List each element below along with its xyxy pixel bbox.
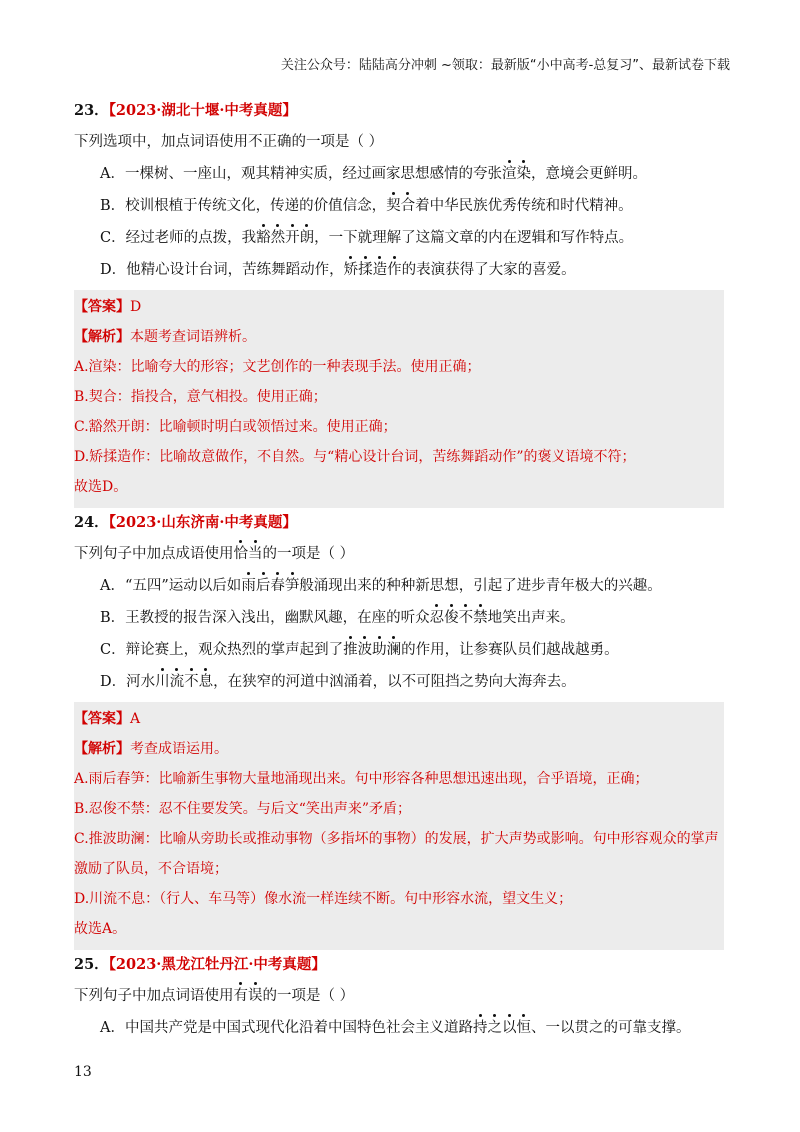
analysis-line: 故选D。 (74, 479, 128, 495)
emphasis-char: 雨 (241, 570, 256, 602)
emphasis-char: 开 (285, 222, 300, 254)
emphasized-word (473, 1020, 531, 1036)
option-d: D．河水川流不息，在狭窄的河道中汹涌着，以不可阻挡之势向大海奔去。 (74, 666, 724, 698)
emphasis-char: 朗 (300, 222, 315, 254)
option-a: A．中国共产党是中国式现代化沿着中国特色社会主义道路持之以恒、一以贯之的可靠支撑。 (74, 1012, 724, 1044)
emphasis-char: 豁 (256, 222, 271, 254)
emphasized-word (256, 230, 314, 246)
emphasized-word (430, 610, 488, 626)
emphasis-char: 川 (155, 666, 170, 698)
emphasis-char: 矫 (344, 254, 359, 286)
emphasis-char: 助 (372, 634, 387, 666)
emphasis-char: 然 (271, 222, 286, 254)
question-source: 【2023·黑龙江牡丹江·中考真题】 (108, 956, 326, 973)
answer-block (74, 702, 724, 950)
answer-line: 【答案】A (74, 711, 141, 727)
question-number: 23． (74, 102, 109, 119)
emphasis-char: 以 (502, 1012, 517, 1044)
document-body (74, 96, 724, 1044)
emphasis-char: 造 (373, 254, 388, 286)
emphasis-char: 波 (358, 634, 373, 666)
emphasis-char: 推 (343, 634, 358, 666)
option-a: A．“五四”运动以后如雨后春笋般涌现出来的种种新思想，引起了进步青年极大的兴趣。 (74, 570, 724, 602)
question-source: 【2023·湖北十堰·中考真题】 (108, 102, 297, 119)
emphasis-char: 息 (199, 666, 214, 698)
emphasized-word (386, 198, 415, 214)
option-a: A．一棵树、一座山，观其精神实质，经过画家思想感情的夸张渲染，意境会更鲜明。 (74, 158, 724, 190)
question-number: 24． (74, 514, 109, 531)
emphasized-word (502, 166, 531, 182)
answer-block (74, 290, 724, 508)
emphasis-char: 合 (401, 190, 416, 222)
emphasized-word (241, 578, 299, 594)
question-source: 【2023·山东济南·中考真题】 (108, 514, 297, 531)
emphasis-char: 渲 (502, 158, 517, 190)
option-c: C．经过老师的点拨，我豁然开朗，一下就理解了这篇文章的内在逻辑和写作特点。 (74, 222, 724, 254)
question-23-title (74, 96, 724, 126)
emphasis-char: 笋 (285, 570, 300, 602)
question-stem: 下列句子中加点词语使用有误的一项是（ ） (74, 980, 724, 1012)
emphasis-char: 俊 (444, 602, 459, 634)
page-number: 13 (74, 1064, 92, 1080)
page-header: 关注公众号：陆陆高分冲刺 ~领取：最新版“小中高考-总复习”、最新试卷下载 (280, 58, 730, 73)
analysis-line: 故选A。 (74, 921, 127, 937)
question-number: 25． (74, 956, 109, 973)
emphasis-char: 不 (184, 666, 199, 698)
emphasis-char: 春 (270, 570, 285, 602)
question-stem: 下列选项中，加点词语使用不正确的一项是（ ） (74, 134, 384, 150)
option-c: C．辩论赛上，观众热烈的掌声起到了推波助澜的作用，让参赛队员们越战越勇。 (74, 634, 724, 666)
emphasis-char: 揉 (358, 254, 373, 286)
emphasis-char: 流 (170, 666, 185, 698)
question-stem: 下列句子中加点成语使用恰当的一项是（ ） (74, 538, 724, 570)
option-b: B．校训根植于传统文化，传递的价值信念，契合着中华民族优秀传统和时代精神。 (74, 190, 724, 222)
emphasis-char: 作 (387, 254, 402, 286)
analysis-line: D.矫揉造作：比喻故意做作，不自然。与“精心设计台词，苦练舞蹈动作”的褒义语境不符； (74, 449, 636, 465)
emphasis-char: 持 (473, 1012, 488, 1044)
emphasized-word (344, 262, 402, 278)
option-b: B．王教授的报告深入浅出，幽默风趣，在座的听众忍俊不禁地笑出声来。 (74, 602, 724, 634)
answer-line: 【答案】D (74, 299, 142, 315)
emphasis-char: 禁 (473, 602, 488, 634)
question-25-title (74, 950, 724, 980)
emphasis-char: 澜 (387, 634, 402, 666)
emphasized-word (234, 988, 263, 1004)
emphasis-char: 契 (386, 190, 401, 222)
emphasis-char: 误 (248, 980, 263, 1012)
question-24-title (74, 508, 724, 538)
analysis-line: C.推波助澜：比喻从旁助长或推动事物（多指坏的事物）的发展，扩大声势或影响。句中形容观众的掌声激励了队员，不合语境； (74, 831, 719, 877)
analysis-line: B.忍俊不禁：忍不住要发笑。与后文“笑出声来”矛盾； (74, 801, 412, 817)
analysis-line: 【解析】本题考查词语辨析。 (74, 329, 256, 345)
emphasis-char: 后 (256, 570, 271, 602)
emphasized-word (343, 642, 401, 658)
emphasized-word (155, 674, 213, 690)
analysis-line: 【解析】考查成语运用。 (74, 741, 228, 757)
analysis-line: C.豁然开朗：比喻顿时明白或领悟过来。使用正确； (74, 419, 397, 435)
emphasis-char: 当 (248, 538, 263, 570)
analysis-line: A.渲染：比喻夸大的形容；文艺创作的一种表现手法。使用正确； (74, 359, 481, 375)
emphasis-char: 之 (487, 1012, 502, 1044)
analysis-line: D.川流不息：（行人、车马等）像水流一样连续不断。句中形容水流，望文生义； (74, 891, 573, 907)
emphasis-char: 恒 (516, 1012, 531, 1044)
emphasis-char: 忍 (430, 602, 445, 634)
emphasis-char: 恰 (234, 538, 249, 570)
analysis-line: A.雨后春笋：比喻新生事物大量地涌现出来。句中形容各种思想迅速出现，合乎语境，正确； (74, 771, 649, 787)
analysis-line: B.契合：指投合，意气相投。使用正确； (74, 389, 327, 405)
emphasized-word (234, 546, 263, 562)
option-d: D．他精心设计台词，苦练舞蹈动作，矫揉造作的表演获得了大家的喜爱。 (74, 254, 724, 286)
emphasis-char: 有 (234, 980, 249, 1012)
emphasis-char: 不 (459, 602, 474, 634)
emphasis-char: 染 (516, 158, 531, 190)
